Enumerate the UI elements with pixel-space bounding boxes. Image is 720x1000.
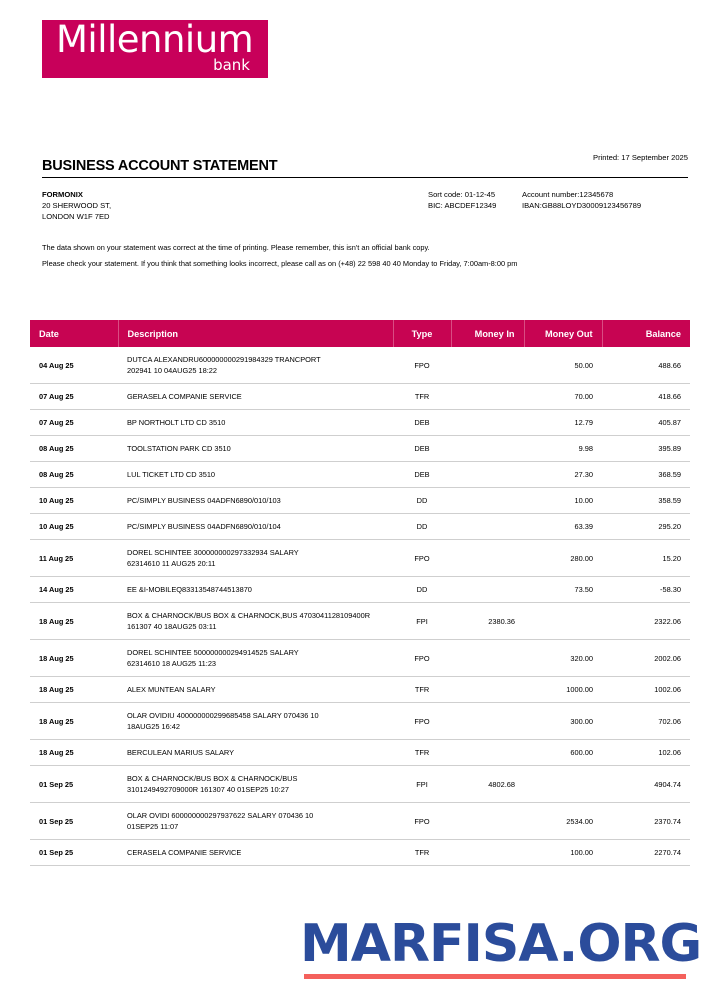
column-header-description: Description	[118, 320, 393, 347]
table-row	[30, 703, 690, 740]
cell-type: FPO	[393, 540, 451, 577]
cell-type: TFR	[393, 740, 451, 766]
cell-type: TFR	[393, 677, 451, 703]
cell-balance: 418.66	[602, 384, 690, 410]
table-row	[30, 410, 690, 436]
cell-description	[118, 640, 393, 677]
cell-description: GERASELA COMPANIE SERVICE	[118, 384, 393, 410]
cell-date: 07 Aug 25	[30, 384, 118, 410]
cell-money-in	[451, 740, 524, 766]
cell-money-in: 4802.68	[451, 766, 524, 803]
cell-money-out: 320.00	[524, 640, 602, 677]
table-row	[30, 677, 690, 703]
cell-description: BP NORTHOLT LTD CD 3510	[118, 410, 393, 436]
column-header-money-in: Money In	[451, 320, 524, 347]
cell-type: FPI	[393, 603, 451, 640]
cell-money-in	[451, 384, 524, 410]
description-line-1: DOREL SCHINTEE 300000000297332934 SALARY	[127, 548, 299, 557]
description-line-1: DUTCA ALEXANDRU600000000291984329 TRANCPORT	[127, 355, 321, 364]
table-header-row	[30, 320, 690, 347]
cell-balance: 295.20	[602, 514, 690, 540]
description-line-2: 202941 10 04AUG25 18:22	[127, 366, 217, 375]
bic-code: BIC: ABCDEF12349	[428, 201, 497, 211]
cell-description	[118, 803, 393, 840]
cell-money-in	[451, 410, 524, 436]
cell-type: DD	[393, 514, 451, 540]
description-line-2: 62314610 18 AUG25 11:23	[127, 659, 217, 668]
cell-date: 01 Sep 25	[30, 766, 118, 803]
iban-code: IBAN:GB88LOYD30009123456789	[522, 201, 642, 211]
description-line-1: OLAR OVIDI 600000000297937622 SALARY 070436 10	[127, 811, 314, 820]
cell-money-in	[451, 840, 524, 866]
account-number: Account number:12345678	[522, 190, 614, 199]
cell-money-in	[451, 462, 524, 488]
cell-balance: 405.87	[602, 410, 690, 436]
customer-address-line-1: 20 SHERWOOD ST,	[42, 201, 112, 211]
cell-description: CERASELA COMPANIE SERVICE	[118, 840, 393, 866]
table-row	[30, 766, 690, 803]
cell-balance: 368.59	[602, 462, 690, 488]
printed-date: Printed: 17 September 2025	[593, 153, 688, 162]
cell-balance: 4904.74	[602, 766, 690, 803]
cell-type: TFR	[393, 384, 451, 410]
table-row	[30, 488, 690, 514]
cell-description	[118, 603, 393, 640]
table-row	[30, 840, 690, 866]
page-title: BUSINESS ACCOUNT STATEMENT	[42, 158, 278, 174]
cell-type: TFR	[393, 840, 451, 866]
cell-date: 10 Aug 25	[30, 514, 118, 540]
watermark-underline	[304, 974, 686, 979]
cell-balance: 358.59	[602, 488, 690, 514]
table-row	[30, 514, 690, 540]
cell-money-out: 10.00	[524, 488, 602, 514]
cell-money-in	[451, 803, 524, 840]
cell-description	[118, 347, 393, 384]
column-header-money-out: Money Out	[524, 320, 602, 347]
cell-date: 08 Aug 25	[30, 462, 118, 488]
cell-type: FPO	[393, 803, 451, 840]
watermark-text: MARFISA.ORG	[300, 914, 702, 974]
cell-description: ALEX MUNTEAN SALARY	[118, 677, 393, 703]
table-row	[30, 436, 690, 462]
logo-subtext: bank	[213, 56, 250, 74]
cell-money-out	[524, 603, 602, 640]
cell-description	[118, 703, 393, 740]
cell-type: DD	[393, 488, 451, 514]
cell-type: DEB	[393, 436, 451, 462]
cell-money-in	[451, 347, 524, 384]
cell-money-in	[451, 488, 524, 514]
cell-money-in	[451, 436, 524, 462]
cell-money-out: 27.30	[524, 462, 602, 488]
cell-money-out: 12.79	[524, 410, 602, 436]
table-row	[30, 603, 690, 640]
cell-money-out: 50.00	[524, 347, 602, 384]
cell-date: 11 Aug 25	[30, 540, 118, 577]
description-line-2: 3101249492709000R 161307 40 01SEP25 10:27	[127, 785, 289, 794]
cell-money-out: 70.00	[524, 384, 602, 410]
millennium-bank-logo	[42, 20, 268, 78]
table-row	[30, 540, 690, 577]
description-line-2: 62314610 11 AUG25 20:11	[127, 559, 216, 568]
cell-money-out: 100.00	[524, 840, 602, 866]
cell-balance: 2270.74	[602, 840, 690, 866]
table-row	[30, 577, 690, 603]
column-header-balance: Balance	[602, 320, 690, 347]
cell-money-out	[524, 766, 602, 803]
logo-wordmark: Millennium	[56, 18, 254, 61]
description-line-1: OLAR OVIDIU 400000000299685458 SALARY 070436 10	[127, 711, 319, 720]
description-line-2: 01SEP25 11:07	[127, 822, 179, 831]
cell-type: DD	[393, 577, 451, 603]
table-row	[30, 384, 690, 410]
customer-address-line-2: LONDON W1F 7ED	[42, 212, 110, 222]
cell-date: 08 Aug 25	[30, 436, 118, 462]
transactions-table	[30, 320, 690, 866]
cell-money-out: 73.50	[524, 577, 602, 603]
cell-description	[118, 766, 393, 803]
cell-money-in	[451, 703, 524, 740]
cell-date: 01 Sep 25	[30, 840, 118, 866]
disclaimer-block	[42, 240, 692, 272]
cell-money-in	[451, 677, 524, 703]
cell-type: DEB	[393, 462, 451, 488]
table-row	[30, 740, 690, 766]
table-row	[30, 640, 690, 677]
description-line-2: 18AUG25 16:42	[127, 722, 181, 731]
description-line-1: BOX & CHARNOCK/BUS BOX & CHARNOCK,BUS 4703041128109400R	[127, 611, 371, 620]
cell-money-in	[451, 640, 524, 677]
cell-balance: 2002.06	[602, 640, 690, 677]
cell-description: LUL TICKET LTD CD 3510	[118, 462, 393, 488]
table-row	[30, 803, 690, 840]
cell-money-out: 9.98	[524, 436, 602, 462]
cell-description: EE &I-MOBILEQ83313548744513870	[118, 577, 393, 603]
cell-type: FPO	[393, 640, 451, 677]
cell-money-in	[451, 577, 524, 603]
table-row	[30, 462, 690, 488]
cell-money-out: 280.00	[524, 540, 602, 577]
cell-balance: 488.66	[602, 347, 690, 384]
cell-balance: 702.06	[602, 703, 690, 740]
cell-date: 10 Aug 25	[30, 488, 118, 514]
description-line-1: DOREL SCHINTEE 500000000294914525 SALARY	[127, 648, 299, 657]
cell-date: 18 Aug 25	[30, 603, 118, 640]
description-line-2: 161307 40 18AUG25 03:11	[127, 622, 217, 631]
cell-date: 01 Sep 25	[30, 803, 118, 840]
cell-type: FPO	[393, 703, 451, 740]
cell-money-in: 2380.36	[451, 603, 524, 640]
customer-address-block	[42, 189, 111, 223]
cell-money-out: 1000.00	[524, 677, 602, 703]
cell-balance: 1002.06	[602, 677, 690, 703]
cell-balance: -58.30	[602, 577, 690, 603]
cell-money-in	[451, 540, 524, 577]
customer-name: FORMONIX	[42, 190, 83, 199]
cell-date: 07 Aug 25	[30, 410, 118, 436]
cell-type: FPO	[393, 347, 451, 384]
account-details-block	[428, 189, 641, 212]
cell-description: PC/SIMPLY BUSINESS 04ADFN6890/010/104	[118, 514, 393, 540]
disclaimer-line-2: Please check your statement. If you think that something looks incorrect, please call as on (+48) 22 598 40 40 Monday to Friday, 7:00am-8:00 pm	[42, 259, 518, 268]
sort-code: Sort code: 01-12-45	[428, 190, 496, 199]
description-line-1: BOX & CHARNOCK/BUS BOX & CHARNOCK/BUS	[127, 774, 298, 783]
cell-date: 14 Aug 25	[30, 577, 118, 603]
cell-balance: 2322.06	[602, 603, 690, 640]
cell-balance: 15.20	[602, 540, 690, 577]
cell-date: 18 Aug 25	[30, 677, 118, 703]
cell-balance: 395.89	[602, 436, 690, 462]
disclaimer-line-1: The data shown on your statement was correct at the time of printing. Please remember, this isn't an official bank copy.	[42, 243, 430, 252]
cell-money-out: 63.39	[524, 514, 602, 540]
title-divider	[42, 177, 688, 178]
cell-description: PC/SIMPLY BUSINESS 04ADFN6890/010/103	[118, 488, 393, 514]
cell-date: 04 Aug 25	[30, 347, 118, 384]
transactions-body	[30, 347, 690, 866]
cell-date: 18 Aug 25	[30, 703, 118, 740]
cell-type: DEB	[393, 410, 451, 436]
cell-balance: 2370.74	[602, 803, 690, 840]
table-row	[30, 347, 690, 384]
marfisa-watermark	[300, 916, 700, 979]
cell-money-out: 2534.00	[524, 803, 602, 840]
cell-money-out: 300.00	[524, 703, 602, 740]
cell-balance: 102.06	[602, 740, 690, 766]
cell-type: FPI	[393, 766, 451, 803]
column-header-type: Type	[393, 320, 451, 347]
cell-description: TOOLSTATION PARK CD 3510	[118, 436, 393, 462]
cell-date: 18 Aug 25	[30, 740, 118, 766]
cell-money-out: 600.00	[524, 740, 602, 766]
cell-description	[118, 540, 393, 577]
cell-date: 18 Aug 25	[30, 640, 118, 677]
column-header-date: Date	[30, 320, 118, 347]
cell-description: BERCULEAN MARIUS SALARY	[118, 740, 393, 766]
cell-money-in	[451, 514, 524, 540]
